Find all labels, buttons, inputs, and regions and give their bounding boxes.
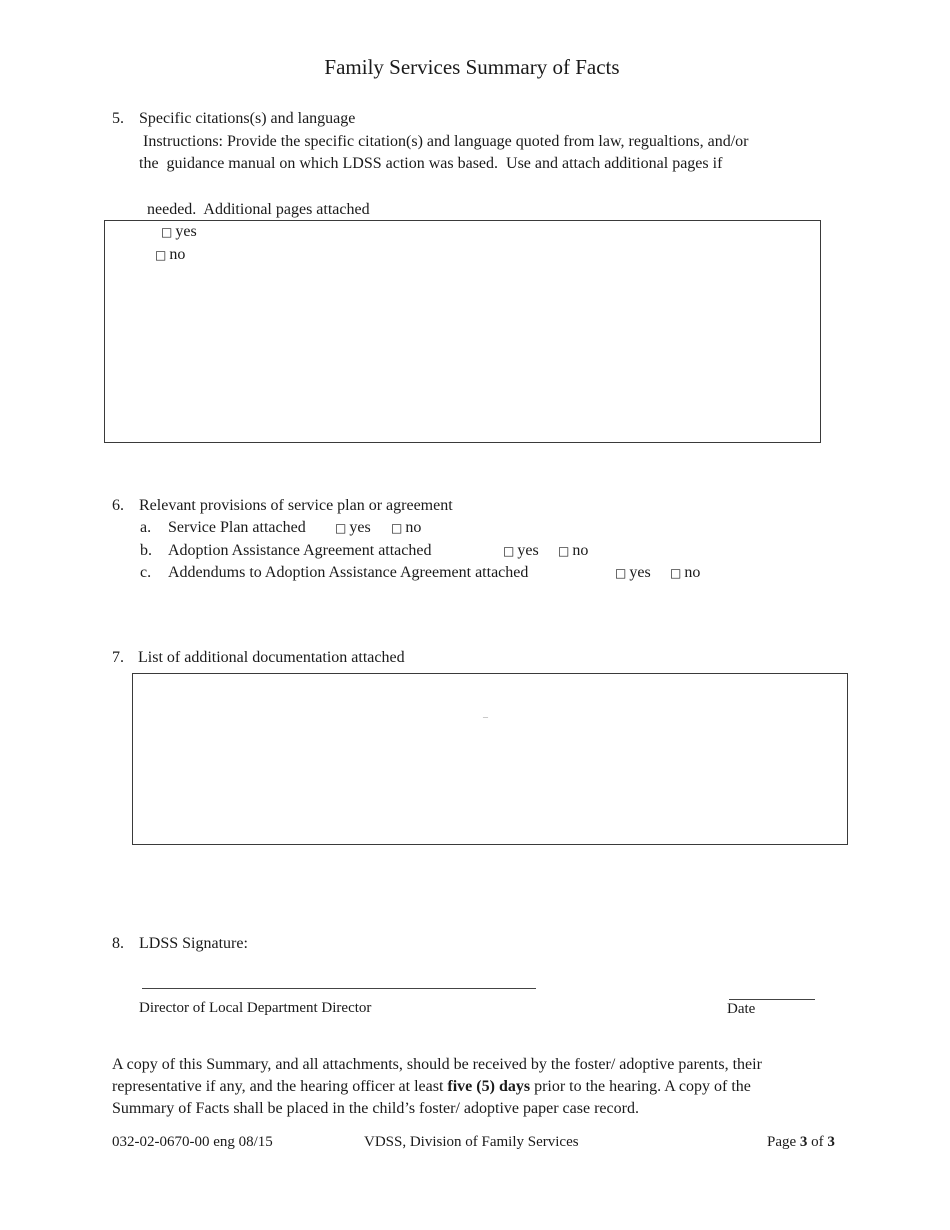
checkbox-icon[interactable]: □: [335, 521, 347, 535]
yes-label: yes: [349, 519, 371, 536]
page-title: Family Services Summary of Facts: [324, 55, 620, 79]
no-label: no: [684, 564, 701, 581]
notice-line1: A copy of this Summary, and all attachments, should be received by the foster/ adoptive parents, their: [112, 1056, 762, 1073]
section-7-number: 7.: [112, 649, 124, 666]
no-label: no: [169, 245, 186, 263]
page-indicator: [767, 1134, 835, 1151]
yes-label: yes: [175, 223, 197, 240]
no-label: no: [405, 519, 422, 536]
checkbox-icon[interactable]: □: [391, 521, 403, 535]
notice-line2-pre: representative if any, and the hearing officer at least: [112, 1078, 448, 1095]
section-5-number: 5.: [112, 110, 124, 127]
documentation-text-box[interactable]: [132, 673, 848, 845]
checkbox-icon[interactable]: □: [161, 225, 173, 239]
date-label: Date: [727, 1001, 756, 1017]
addendums-yes-option[interactable]: [615, 562, 651, 585]
checkbox-icon[interactable]: □: [503, 544, 515, 558]
notice-deadline: five (5) days: [447, 1078, 531, 1095]
agency-name: VDSS, Division of Family Services: [364, 1134, 579, 1150]
notice-line2-post: prior to the hearing. A copy of the: [530, 1078, 751, 1095]
additional-pages-label: needed. Additional pages attached: [147, 200, 370, 218]
item-letter-b: b.: [140, 542, 152, 559]
adoption-agreement-yes-option[interactable]: [503, 540, 539, 563]
checkbox-icon[interactable]: □: [615, 566, 627, 580]
section-7-heading: List of additional documentation attached: [138, 649, 405, 666]
service-plan-label: Service Plan attached: [168, 519, 306, 536]
of-word: of: [807, 1134, 828, 1150]
director-signature-line[interactable]: [142, 988, 536, 989]
item-letter-a: a.: [140, 519, 152, 536]
adoption-agreement-label: Adoption Assistance Agreement attached: [168, 542, 432, 559]
service-plan-no-option[interactable]: [391, 517, 421, 540]
notice-line3: Summary of Facts shall be placed in the child’s foster/ adoptive paper case record.: [112, 1100, 639, 1117]
section-6-number: 6.: [112, 497, 124, 514]
page-total: 3: [827, 1134, 835, 1150]
notice-line2: [112, 1076, 751, 1099]
director-label: Director of Local Department Director: [139, 1000, 372, 1016]
section-5-heading: Specific citations(s) and language: [139, 110, 356, 127]
section-5-instructions-line2: the guidance manual on which LDSS action was based. Use and attach additional pages if: [139, 155, 723, 172]
checkbox-icon[interactable]: □: [558, 544, 570, 558]
date-signature-line[interactable]: [729, 999, 815, 1000]
page-number: 3: [799, 1134, 808, 1150]
yes-label: yes: [629, 564, 651, 581]
page-word: Page: [767, 1134, 800, 1150]
checkbox-icon[interactable]: □: [155, 247, 167, 262]
yes-label: yes: [517, 542, 539, 559]
box-mark: –: [483, 712, 488, 723]
section-8-heading: LDSS Signature:: [139, 935, 248, 952]
citations-text-box[interactable]: [104, 220, 821, 443]
section-8-number: 8.: [112, 935, 124, 952]
item-letter-c: c.: [140, 564, 152, 581]
addendums-no-option[interactable]: [670, 562, 700, 585]
checkbox-icon[interactable]: □: [670, 566, 682, 580]
section-5-instructions-line1: Instructions: Provide the specific citation(s) and language quoted from law, regualtions, and/or: [143, 133, 749, 150]
form-id: 032-02-0670-00 eng 08/15: [112, 1134, 273, 1150]
section-6-heading: Relevant provisions of service plan or agreement: [139, 497, 453, 514]
addendums-label: Addendums to Adoption Assistance Agreement attached: [168, 564, 529, 581]
service-plan-yes-option[interactable]: [335, 517, 371, 540]
adoption-agreement-no-option[interactable]: [558, 540, 588, 563]
no-label: no: [572, 542, 589, 559]
